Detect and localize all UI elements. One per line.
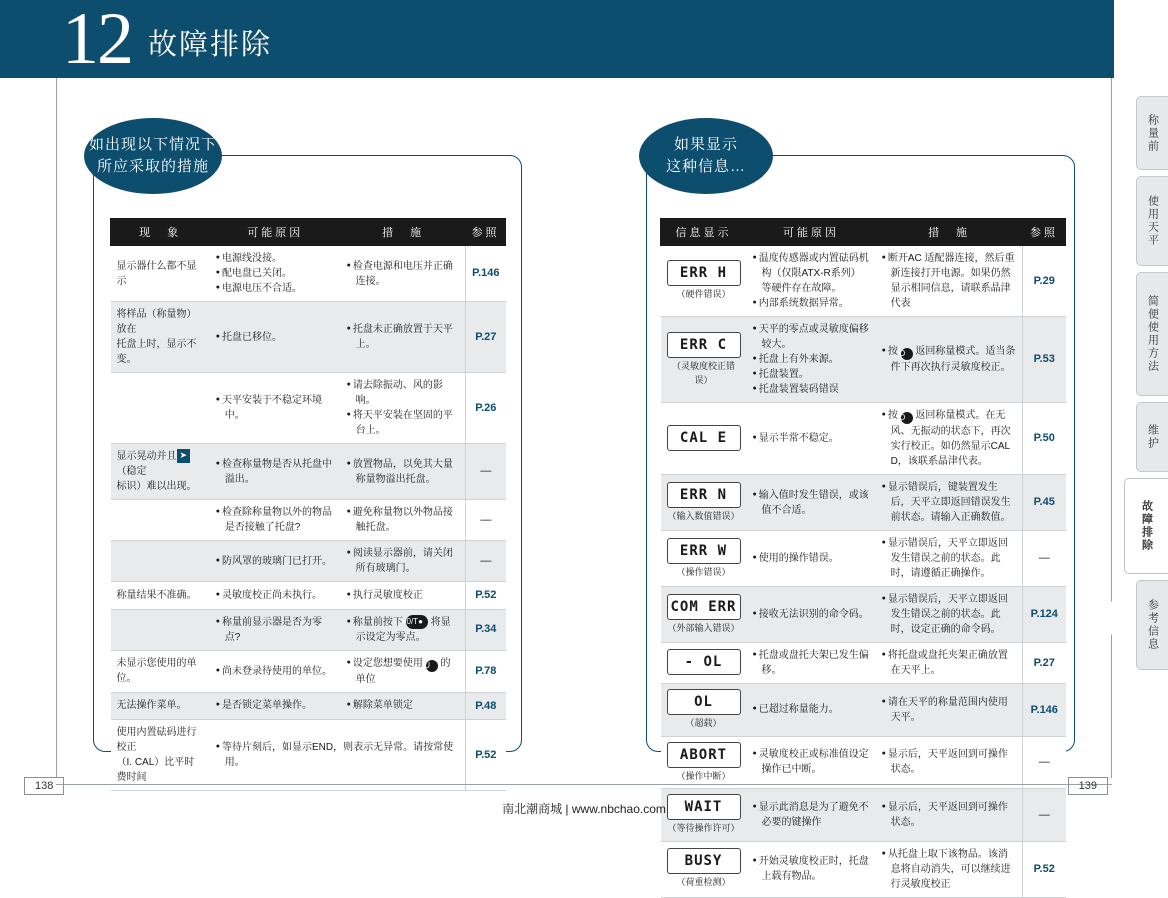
right-section-bubble: 如果显示 这种信息… (639, 118, 773, 194)
cell-message-display (661, 403, 747, 475)
chapter-title: 故障排除 (148, 29, 273, 61)
table-row (111, 373, 506, 444)
cell-reference[interactable]: P.146 (466, 246, 506, 302)
lcd-readout: WAIT (667, 794, 741, 820)
cell-cause: ● 称量前显示器是否为零点? (210, 609, 341, 650)
col-action: 措 施 (341, 219, 466, 246)
table-row (661, 475, 1066, 531)
cell-reference[interactable]: P.29 (1023, 246, 1066, 317)
right-margin-rule (1111, 78, 1112, 778)
cell-action: ● 放置物品，以免其大量称量物溢出托盘。 (341, 444, 466, 500)
table-row (661, 736, 1066, 789)
cell-action: ● 按 O 返回称量模式。适当条件下再次执行灵敏度校正。 (876, 317, 1023, 403)
cell-reference[interactable]: P.124 (1023, 587, 1066, 643)
cell-cause: ● 是否锁定菜单操作。 (210, 692, 341, 720)
cell-reference[interactable]: P.27 (466, 302, 506, 373)
cell-symptom (111, 541, 210, 582)
cell-action: ● 显示错误后，天平立即返回发生错误之前的状态。此时，请遵循正确操作。 (876, 531, 1023, 587)
side-tab-troubleshooting[interactable]: 故障排除 (1124, 478, 1168, 574)
left-section-bubble: 如出现以下情况下 所应采取的措施 (84, 118, 222, 194)
cell-message-display (661, 684, 747, 737)
cell-symptom: 显示器什么都不显示 (111, 246, 210, 302)
lcd-caption: （灵敏度校正错误） (671, 361, 735, 385)
cell-action: ● 请去除振动、风的影响。 ● 将天平安装在坚固的平台上。 (341, 373, 466, 444)
col-cause: 可能原因 (210, 219, 341, 246)
cell-action: ● 阅读显示器前，请关闭所有玻璃门。 (341, 541, 466, 582)
cell-cause: ● 检查除称量物以外的物品是否接触了托盘? (210, 500, 341, 541)
cell-message-display (661, 531, 747, 587)
table-row (661, 643, 1066, 684)
cell-reference[interactable]: — (1023, 789, 1066, 842)
lcd-caption: （硬件错误） (676, 289, 731, 300)
cell-cause: ● 显示此消息是为了避免不必要的键操作 (747, 789, 876, 842)
cell-reference[interactable]: P.52 (1023, 841, 1066, 897)
cell-symptom: 未显示您使用的单位。 (111, 650, 210, 692)
lcd-caption: （操作中断） (676, 770, 731, 781)
cell-message-display (661, 587, 747, 643)
lcd-readout: OL (667, 689, 741, 715)
cell-cause: ● 输入值时发生错误，或该值不合适。 (747, 475, 876, 531)
table-row (111, 541, 506, 582)
cell-reference[interactable]: P.27 (1023, 643, 1066, 684)
lcd-readout: CAL E (667, 425, 741, 451)
cell-action: ● 显示错误后，键装置发生后，天平立即返回错误发生前状态。请输入正确数值。 (876, 475, 1023, 531)
cell-symptom (111, 373, 210, 444)
cell-cause: ● 显示半常不稳定。 (747, 403, 876, 475)
table-row (111, 500, 506, 541)
cell-cause: ● 托盘已移位。 (210, 302, 341, 373)
cell-cause: ● 天平安装于不稳定环境中。 (210, 373, 341, 444)
cell-cause: ● 已超过称量能力。 (747, 684, 876, 737)
side-tab-using-balance[interactable]: 使用天平 (1136, 176, 1168, 266)
lcd-caption: （超载） (685, 718, 722, 728)
left-margin-rule (56, 78, 57, 778)
lcd-readout: ABORT (667, 742, 741, 768)
page-number-right: 139 (1068, 777, 1108, 795)
table-header-row (111, 219, 506, 246)
lcd-caption: （等待操作许可） (667, 823, 740, 833)
table-header-row (661, 219, 1066, 246)
cell-action: ● 将托盘或盘托夹架正确放置在天平上。 (876, 643, 1023, 684)
footer-watermark: 南北潮商城 | www.nbchao.com (502, 802, 666, 816)
col-ref: 参照 (466, 219, 506, 246)
cell-action: ● 显示后，天平返回到可操作状态。 (876, 789, 1023, 842)
cell-cause: ● 电源线没接。 ● 配电盘已关闭。 ● 电源电压不合适。 (210, 246, 341, 302)
cell-action: ● 显示错误后，天平立即返回发生错误之前的状态。此时，设定正确的命令码。 (876, 587, 1023, 643)
lcd-readout: ERR C (667, 332, 741, 358)
cell-cause: ● 灵敏度校正尚未执行。 (210, 582, 341, 610)
cell-reference[interactable]: P.45 (1023, 475, 1066, 531)
cell-symptom: 无法操作菜单。 (111, 692, 210, 720)
table-row (111, 609, 506, 650)
cell-message-display (661, 475, 747, 531)
col-ref: 参照 (1023, 219, 1066, 246)
table-row (111, 720, 506, 791)
side-tab-simple-usage[interactable]: 简便使用方法 (1136, 272, 1168, 396)
cell-cause-action: ● 等待片刻后，如显示END，则表示无异常。请按常使用。 (210, 720, 466, 791)
cell-action: ● 避免称量物以外物品接触托盘。 (341, 500, 466, 541)
cell-reference[interactable]: P.26 (466, 373, 506, 444)
cell-message-display (661, 841, 747, 897)
page-number-left: 138 (24, 777, 64, 795)
table-row (111, 692, 506, 720)
cell-reference[interactable]: P.53 (1023, 317, 1066, 403)
cell-symptom (111, 609, 210, 650)
table-row (661, 587, 1066, 643)
side-tab-reference[interactable]: 参考信息 (1136, 580, 1168, 670)
cell-reference[interactable]: — (1023, 736, 1066, 789)
table-row (661, 246, 1066, 317)
cell-symptom: 将样品（称量物）放在 托盘上时，显示不变。 (111, 302, 210, 373)
cell-reference[interactable]: P.52 (466, 720, 506, 791)
cell-action: ● 请在天平的称量范围内使用天平。 (876, 684, 1023, 737)
cell-reference[interactable]: — (466, 444, 506, 500)
cell-symptom: 使用内置砝码进行校正 （I. CAL）比平时费时间 (111, 720, 210, 791)
side-tab-strip (1114, 78, 1168, 778)
cell-reference[interactable]: P.48 (466, 692, 506, 720)
cell-symptom: 称量结果不准确。 (111, 582, 210, 610)
side-tab-maintenance[interactable]: 维护 (1136, 402, 1168, 472)
cell-reference[interactable]: P.50 (1023, 403, 1066, 475)
cell-reference[interactable]: P.52 (466, 582, 506, 610)
active-tab-pointer (1100, 598, 1114, 638)
cell-cause: ● 开始灵敏度校正时，托盘上载有物品。 (747, 841, 876, 897)
side-tab-before-weighing[interactable]: 称量前 (1136, 96, 1168, 170)
cell-reference[interactable]: — (466, 500, 506, 541)
table-row (661, 317, 1066, 403)
table-row (661, 684, 1066, 737)
lcd-caption: （操作错误） (676, 566, 731, 577)
message-display-table (660, 218, 1066, 898)
cell-action: ● 检查电源和电压并正确连接。 (341, 246, 466, 302)
chapter-header-band (0, 0, 1114, 78)
cell-action: ● 显示后，天平返回到可操作状态。 (876, 736, 1023, 789)
col-message: 信息显示 (661, 219, 747, 246)
lcd-readout: ERR W (667, 538, 741, 564)
lcd-caption: （外部输入错误） (667, 622, 740, 633)
cell-reference[interactable]: — (466, 541, 506, 582)
cell-action: ● 托盘未正确放置于天平上。 (341, 302, 466, 373)
table-row (111, 444, 506, 500)
col-symptom: 现 象 (111, 219, 210, 246)
lcd-readout: ERR H (667, 260, 741, 286)
cell-symptom: 显示晃动并且 ➤（稳定 标识）难以出现。 (111, 444, 210, 500)
cell-action: ● 称量前按下 ●0/T● 将显示设定为零点。 (341, 609, 466, 650)
cell-action: ● 断开AC 适配器连接，然后重新连接打开电源。如果仍然显示相同信息，请联系晶津代表 (876, 246, 1023, 317)
cell-cause: ● 使用的操作错误。 (747, 531, 876, 587)
cell-cause: ● 灵敏度校正或标准值设定操作已中断。 (747, 736, 876, 789)
cell-cause: ● 防风罩的玻璃门已打开。 (210, 541, 341, 582)
table-row (111, 582, 506, 610)
table-row (661, 403, 1066, 475)
cell-message-display (661, 643, 747, 684)
col-cause: 可能原因 (747, 219, 876, 246)
cell-action: ● 从托盘上取下该物品。该消息将自动消失，可以继续进行灵敏度校正 (876, 841, 1023, 897)
cell-action: ● 设定您想要使用 U 的单位 (341, 650, 466, 692)
table-row (111, 650, 506, 692)
cell-symptom (111, 500, 210, 541)
cell-cause: ● 尚未登录待使用的单位。 (210, 650, 341, 692)
col-action: 措 施 (876, 219, 1023, 246)
table-row (111, 302, 506, 373)
lcd-readout: COM ERR (667, 594, 741, 620)
symptom-remedy-table (110, 218, 506, 791)
cell-message-display (661, 736, 747, 789)
cell-action: ● 解除菜单锁定 (341, 692, 466, 720)
cell-message-display (661, 317, 747, 403)
cell-reference[interactable]: P.146 (1023, 684, 1066, 737)
cell-reference[interactable]: — (1023, 531, 1066, 587)
lcd-caption: （荷重检测） (676, 877, 731, 888)
lcd-readout: BUSY (667, 848, 741, 874)
table-row (661, 841, 1066, 897)
table-row (661, 531, 1066, 587)
footer-rule (56, 784, 1112, 785)
cell-cause: ● 托盘或盘托夫架已发生偏移。 (747, 643, 876, 684)
chapter-number: 12 (62, 0, 132, 80)
cell-cause: ● 接收无法识别的命令码。 (747, 587, 876, 643)
cell-cause: ● 检查称量物是否从托盘中溢出。 (210, 444, 341, 500)
cell-message-display (661, 246, 747, 317)
table-row (111, 246, 506, 302)
cell-action: ● 执行灵敏度校正 (341, 582, 466, 610)
lcd-readout: ERR N (667, 482, 741, 508)
cell-reference[interactable]: P.78 (466, 650, 506, 692)
cell-reference[interactable]: P.34 (466, 609, 506, 650)
cell-cause: ● 温度传感器或内置砝码机构（仅限ATX-R系列）等硬件存在故障。 ● 内部系统数据异常。 (747, 246, 876, 317)
cell-cause: ● 天平的零点或灵敏度偏移较大。 ● 托盘上有外来源。 ● 托盘装置。 ● 托盘装置装码错误 (747, 317, 876, 403)
lcd-readout: - OL (667, 649, 741, 675)
lcd-caption: （输入数值错误） (667, 510, 740, 521)
cell-action: ● 按 O 返回称量模式。在无风、无振动的状态下，再次实行校正。如仍然显示CAL D，该联系晶津代表。 (876, 403, 1023, 475)
